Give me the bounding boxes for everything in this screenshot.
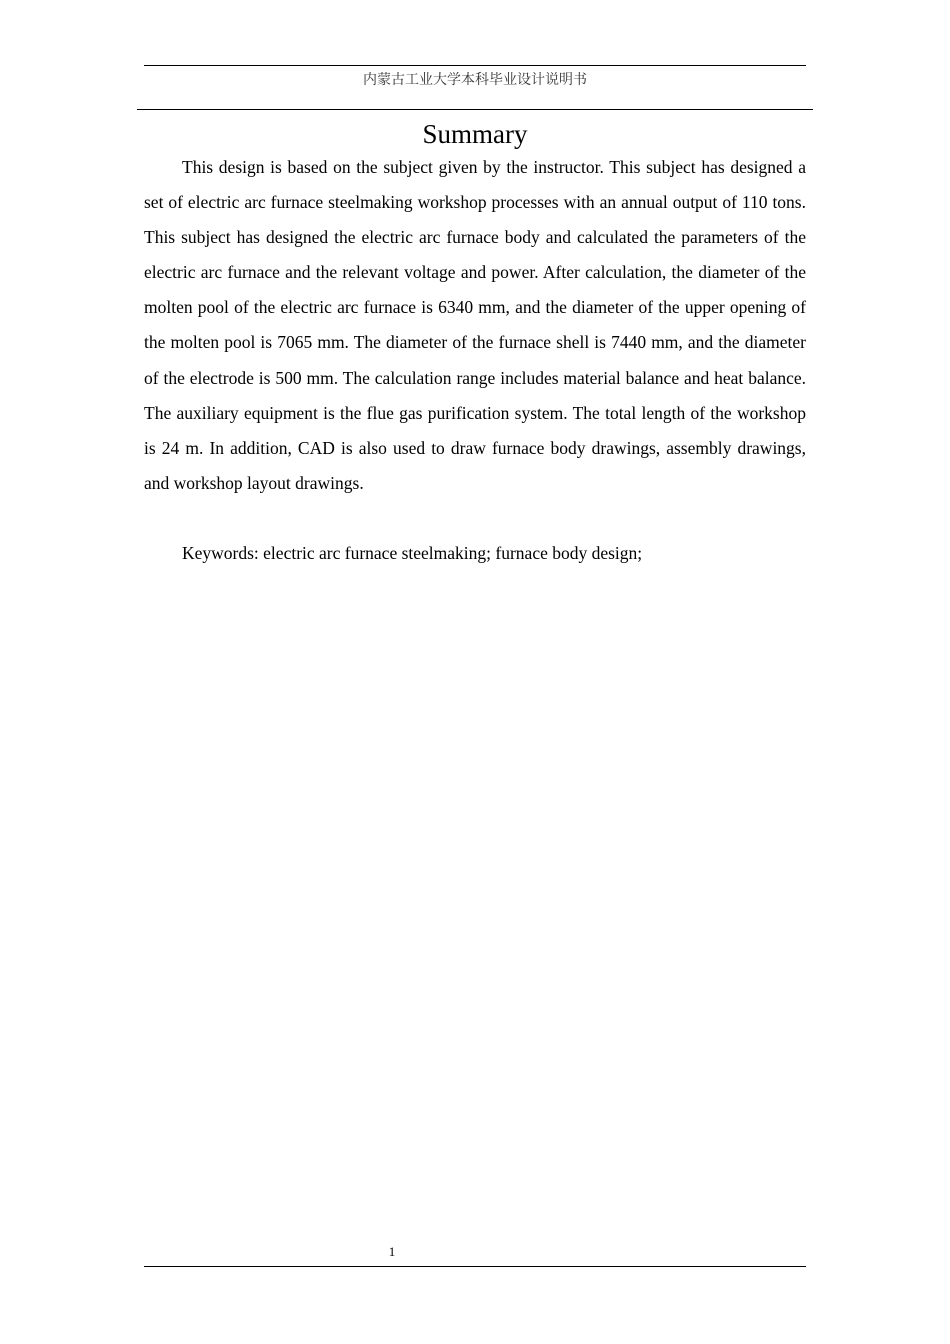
page-number: 1 — [388, 1244, 396, 1259]
page-title: Summary — [422, 119, 528, 149]
footer-rule — [144, 1266, 806, 1267]
header-bottom-rule — [137, 109, 813, 110]
abstract-paragraph: This design is based on the subject given by the instructor. This subject has designed a set of electric arc furnace steelmaking workshop processes with an annual output of 110 tons. This subject has designed the electric arc furnace body and calculated the parameters of the electric arc furnace and the relevant voltage and power. After calculation, the diameter of the molten pool of the electric arc furnace is 6340 mm, and the diameter of the upper opening of the molten pool is 7065 mm. The diameter of the furnace shell is 7440 mm, and the diameter of the electrode is 500 mm. The calculation range includes material balance and heat balance. The auxiliary equipment is the flue gas purification system. The total length of the workshop is 24 m. In addition, CAD is also used to draw furnace body drawings, assembly drawings, and workshop layout drawings. — [144, 157, 806, 493]
header-top-rule — [144, 65, 806, 66]
keywords-line: Keywords: electric arc furnace steelmaking; furnace body design; — [182, 543, 643, 563]
running-header: 内蒙古工业大学本科毕业设计说明书 — [363, 72, 587, 88]
